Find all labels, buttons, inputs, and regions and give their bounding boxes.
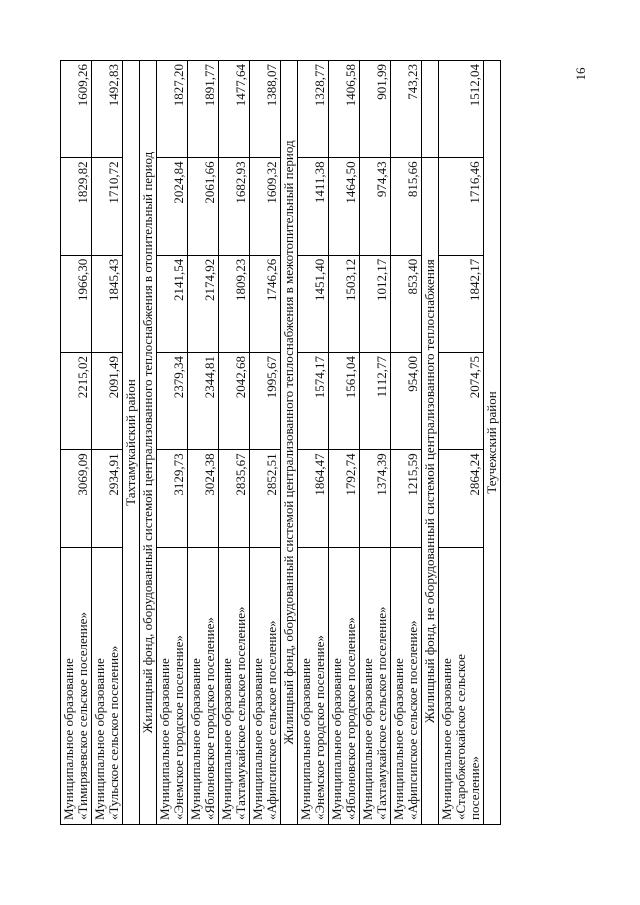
table-row <box>92 61 123 825</box>
value-cell: 3069,09 <box>61 450 92 547</box>
value-cell: 974,43 <box>360 158 391 255</box>
value-cell: 3024,38 <box>188 450 219 547</box>
municipality-name-cell <box>329 547 360 824</box>
value-cell: 1512,04 <box>439 61 484 158</box>
value-cell: 1995,67 <box>250 353 281 450</box>
value-cell: 1406,58 <box>329 61 360 158</box>
municipality-name-line: Муниципальное образование <box>188 658 203 820</box>
value-cell: 1492,83 <box>92 61 123 158</box>
value-cell: 1682,93 <box>219 158 250 255</box>
municipality-name-line: Муниципальное образование <box>329 658 344 820</box>
table-row <box>439 61 484 825</box>
value-cell: 1827,20 <box>157 61 188 158</box>
table-row <box>61 61 92 825</box>
value-cell: 1845,43 <box>92 255 123 352</box>
value-cell: 1574,17 <box>298 353 329 450</box>
table-row <box>157 61 188 825</box>
empty-cell <box>422 61 439 158</box>
value-cell: 2141,54 <box>157 255 188 352</box>
municipality-name-cell <box>298 547 329 824</box>
municipality-name-line: Муниципальное образование <box>298 658 313 820</box>
value-cell: 1716,46 <box>439 158 484 255</box>
municipality-name-line: Муниципальное образование <box>439 658 454 820</box>
value-cell: 1503,12 <box>329 255 360 352</box>
table-row <box>329 61 360 825</box>
section-header-cell: Жилищный фонд, оборудованный системой централизованного теплоснабжения в межотопительный период <box>281 61 298 825</box>
municipality-name-line: Муниципальное образование <box>391 658 406 820</box>
municipality-name-line: Муниципальное образование <box>92 658 107 820</box>
municipality-name-cell <box>219 547 250 824</box>
value-cell: 1112,77 <box>360 353 391 450</box>
municipality-name-cell <box>157 547 188 824</box>
tariff-table-body <box>61 61 501 825</box>
value-cell: 2024,84 <box>157 158 188 255</box>
section-header-cell: Теучежский район <box>484 61 501 825</box>
value-cell: 1746,26 <box>250 255 281 352</box>
municipality-name-cell <box>188 547 219 824</box>
value-cell: 1609,26 <box>61 61 92 158</box>
value-cell: 1012,17 <box>360 255 391 352</box>
table-row <box>360 61 391 825</box>
municipality-name-line: «Старобжегокайское сельское <box>453 654 468 820</box>
section-header-cell: Тахтамукайский район <box>123 61 140 825</box>
value-cell: 2864,24 <box>439 450 484 547</box>
value-cell: 1609,32 <box>250 158 281 255</box>
municipality-name-cell <box>92 547 123 824</box>
value-cell: 2215,02 <box>61 353 92 450</box>
value-cell: 2042,68 <box>219 353 250 450</box>
value-cell: 2934,91 <box>92 450 123 547</box>
municipality-name-line: «Яблоновское городское поселение» <box>343 617 358 820</box>
tariff-table <box>60 60 501 825</box>
value-cell: 743,23 <box>391 61 422 158</box>
municipality-name-line: Муниципальное образование <box>61 658 76 820</box>
value-cell: 3129,73 <box>157 450 188 547</box>
value-cell: 1809,23 <box>219 255 250 352</box>
section-header-row <box>422 61 439 825</box>
municipality-name-cell <box>439 547 484 824</box>
municipality-name-cell <box>61 547 92 824</box>
section-header-cell: Жилищный фонд, оборудованный системой централизованного теплоснабжения в отопительный период <box>140 61 157 825</box>
municipality-name-line: «Тахтамукайское сельское поселение» <box>233 606 248 820</box>
value-cell: 1328,77 <box>298 61 329 158</box>
value-cell: 815,66 <box>391 158 422 255</box>
value-cell: 1451,40 <box>298 255 329 352</box>
value-cell: 1477,64 <box>219 61 250 158</box>
value-cell: 1388,07 <box>250 61 281 158</box>
value-cell: 1891,77 <box>188 61 219 158</box>
value-cell: 1842,17 <box>439 255 484 352</box>
section-header-row <box>140 61 157 825</box>
value-cell: 1561,04 <box>329 353 360 450</box>
municipality-name-line: «Афипсипское сельское поселение» <box>264 620 279 820</box>
value-cell: 1215,59 <box>391 450 422 547</box>
table-row <box>391 61 422 825</box>
value-cell: 1864,47 <box>298 450 329 547</box>
municipality-name-line: «Энемское городское поселение» <box>171 635 186 820</box>
municipality-name-line: «Энемское городское поселение» <box>312 635 327 820</box>
value-cell: 954,00 <box>391 353 422 450</box>
table-row <box>298 61 329 825</box>
value-cell: 853,40 <box>391 255 422 352</box>
value-cell: 901,99 <box>360 61 391 158</box>
value-cell: 2379,34 <box>157 353 188 450</box>
table-row <box>250 61 281 825</box>
value-cell: 1829,82 <box>61 158 92 255</box>
municipality-name-line: «Яблоновское городское поселение» <box>202 617 217 820</box>
value-cell: 1411,38 <box>298 158 329 255</box>
municipality-name-line: Муниципальное образование <box>360 658 375 820</box>
value-cell: 2852,51 <box>250 450 281 547</box>
municipality-name-cell <box>250 547 281 824</box>
value-cell: 2061,66 <box>188 158 219 255</box>
municipality-name-line: Муниципальное образование <box>219 658 234 820</box>
municipality-name-line: «Афипсипское сельское поселение» <box>405 620 420 820</box>
municipality-name-line: Муниципальное образование <box>157 658 172 820</box>
page-number: 16 <box>573 67 588 81</box>
value-cell: 2174,92 <box>188 255 219 352</box>
value-cell: 2074,75 <box>439 353 484 450</box>
section-header-row <box>484 61 501 825</box>
section-header-cell: Жилищный фонд, не оборудованный системой централизованного теплоснабжения <box>422 158 439 825</box>
municipality-name-line: «Тахтамукайское сельское поселение» <box>374 606 389 820</box>
value-cell: 1710,72 <box>92 158 123 255</box>
value-cell: 2091,49 <box>92 353 123 450</box>
municipality-name-line: Муниципальное образование <box>250 658 265 820</box>
table-row <box>188 61 219 825</box>
section-header-row <box>281 61 298 825</box>
municipality-name-line: «Тимирязевское сельское поселение» <box>75 612 90 820</box>
municipality-name-cell <box>391 547 422 824</box>
section-header-row <box>123 61 140 825</box>
municipality-name-line: «Тульское сельское поселение» <box>106 645 121 820</box>
value-cell: 1464,50 <box>329 158 360 255</box>
value-cell: 1374,39 <box>360 450 391 547</box>
value-cell: 1792,74 <box>329 450 360 547</box>
value-cell: 2835,67 <box>219 450 250 547</box>
table-row <box>219 61 250 825</box>
value-cell: 1966,30 <box>61 255 92 352</box>
municipality-name-cell <box>360 547 391 824</box>
rotated-page-content <box>60 60 550 825</box>
value-cell: 2344,81 <box>188 353 219 450</box>
municipality-name-line: поселение» <box>467 756 482 820</box>
